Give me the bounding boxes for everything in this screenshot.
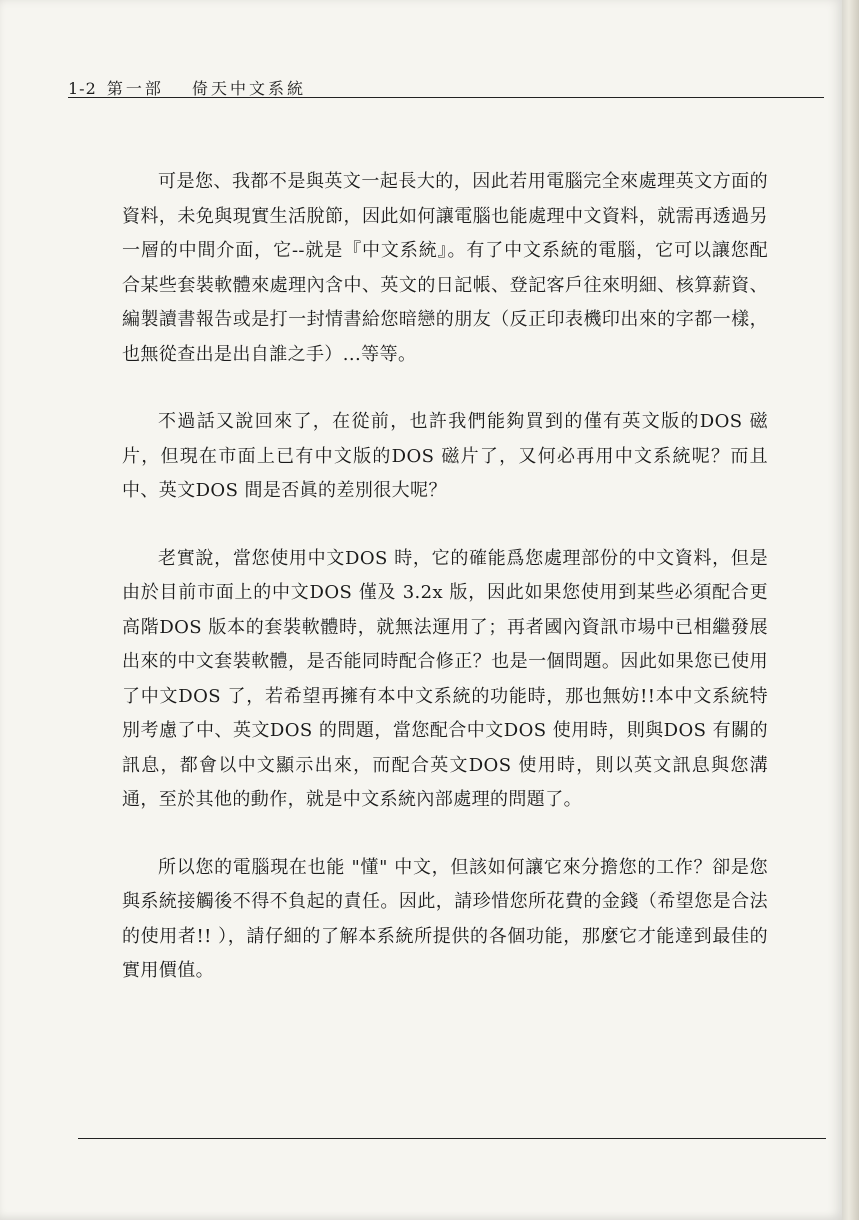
book-title: 倚天中文系統 [191, 79, 306, 98]
paragraph-2: 不過話又說回來了，在從前，也許我們能夠買到的僅有英文版的DOS 磁片，但現在市面上已有中文版的DOS 磁片了，又何必再用中文系統呢？而且中、英文DOS 間是否眞的差別很大呢？ [122, 411, 768, 501]
part-label: 第一部 [106, 79, 164, 98]
paragraph-3: 老實說，當您使用中文DOS 時，它的確能爲您處理部份的中文資料，但是由於目前市面上的中文DOS 僅及 3.2x 版，因此如果您使用到某些必須配合更高階DOS 版本的套裝軟體時，就無法運用了；再者國內資訊市場中已相繼發展出來的中文套裝軟體，是否能同時配合修正？也是一個問題。因此如果您已使用了中文DOS 了，若希望再擁有本中文系統的功能時，那也無妨!!本中文系統特別考慮了中、英文DOS 的問題，當您配合中文DOS 使用時，則與DOS 有關的訊息，都會以中文顯示出來，而配合英文DOS 使用時，則以英文訊息與您溝通，至於其他的動作，就是中文系統內部處理的問題了。 [122, 547, 768, 810]
paragraph-4: 所以您的電腦現在也能 "懂" 中文，但該如何讓它來分擔您的工作？卻是您與系統接觸後不得不負起的責任。因此，請珍惜您所花費的金錢（希望您是合法的使用者!! ），請仔細的了解本系統所提供的各個功能，那麼它才能達到最佳的實用價值。 [122, 856, 768, 981]
running-header [68, 76, 824, 98]
page-number: 1-2 [68, 79, 97, 98]
footer-rule [78, 1138, 826, 1139]
header-rule [68, 97, 824, 98]
paragraph-1: 可是您、我都不是與英文一起長大的，因此若用電腦完全來處理英文方面的資料，未免與現實生活脫節，因此如何讓電腦也能處理中文資料，就需再透過另一層的中間介面，它--就是『中文系統』。有了中文系統的電腦，它可以讓您配合某些套裝軟體來處理內含中、英文的日記帳、登記客戶往來明細、核算薪資、編製讀書報告或是打一封情書給您暗戀的朋友（反正印表機印出來的字都一樣，也無從查出是出自誰之手）...等等。 [122, 171, 768, 365]
page-edge [842, 0, 859, 1220]
body-text [122, 165, 768, 989]
